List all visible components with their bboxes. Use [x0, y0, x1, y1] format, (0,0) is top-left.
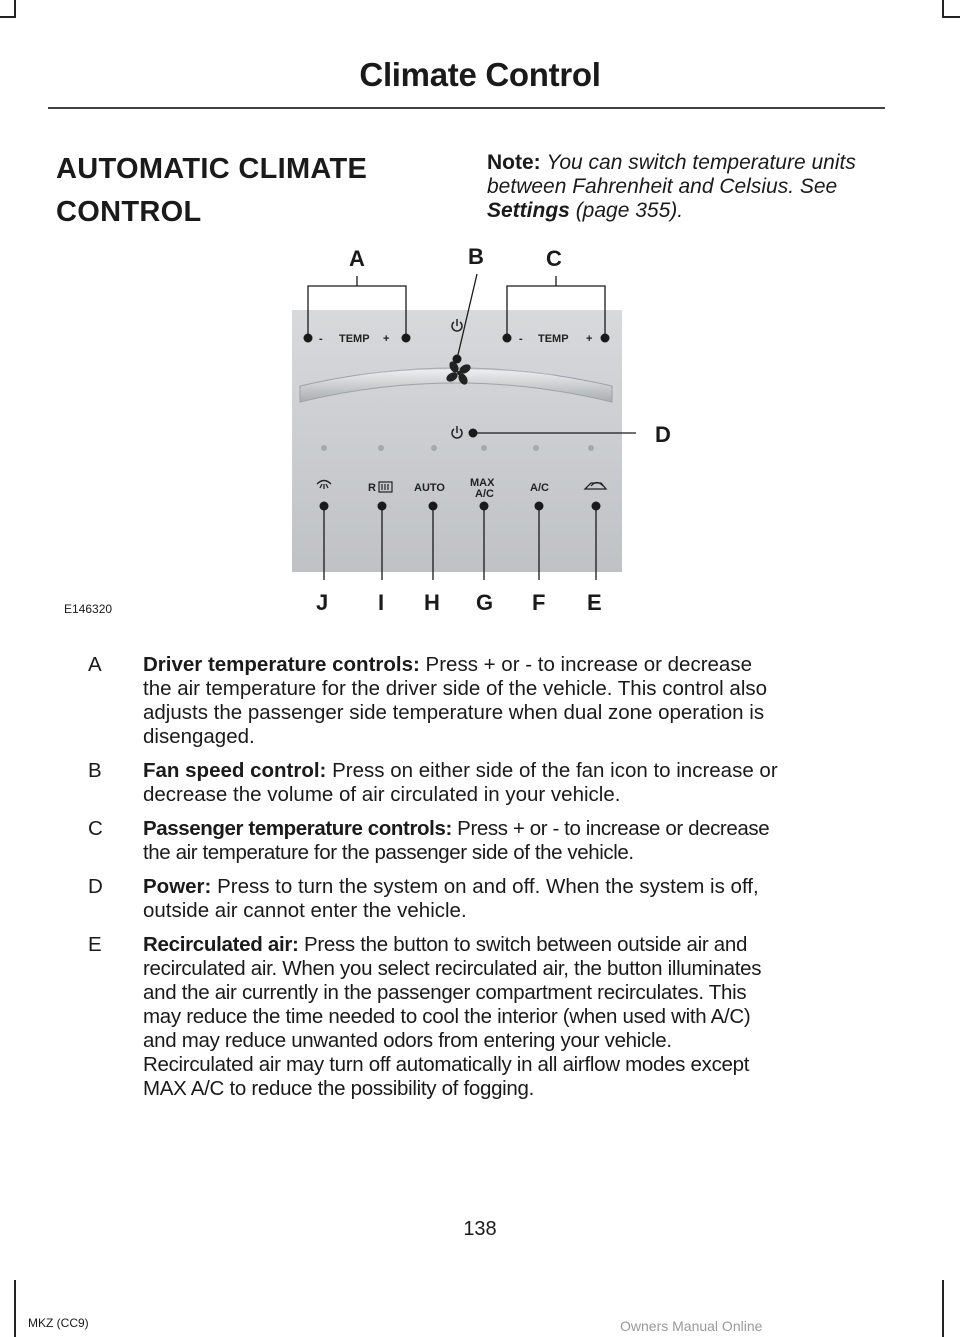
temp-right-label: TEMP — [538, 333, 569, 345]
item-text — [143, 759, 878, 807]
footer-model: MKZ (CC9) — [28, 1316, 89, 1330]
header-rule — [48, 107, 885, 109]
item-line: and the air currently in the passenger compartment recirculates. This — [143, 981, 747, 1004]
auto-button-label[interactable]: AUTO — [414, 482, 445, 494]
ac-button-label[interactable]: A/C — [530, 482, 549, 494]
callout-j: J — [316, 590, 329, 615]
max-ac-line1[interactable]: MAX — [470, 477, 495, 489]
rear-defrost-label[interactable]: R — [368, 482, 376, 494]
item-term: Driver temperature controls: — [143, 653, 420, 676]
crop-mark — [14, 1280, 16, 1337]
temp-right-plus[interactable]: + — [586, 333, 593, 345]
item-line: Press + or - to increase or decrease — [457, 817, 770, 840]
temp-left-minus[interactable]: - — [319, 333, 323, 345]
item-term: Passenger temperature controls: — [143, 817, 452, 840]
note-page-ref: (page 355). — [575, 199, 684, 222]
callout-b: B — [468, 244, 484, 269]
item-letter: D — [88, 875, 103, 898]
item-letter: B — [88, 759, 102, 782]
item-line: the air temperature for the passenger side of the vehicle. — [143, 841, 634, 864]
temp-left-label: TEMP — [339, 333, 370, 345]
item-term: Recirculated air: — [143, 933, 299, 956]
crop-mark — [0, 16, 16, 18]
item-term: Power: — [143, 875, 212, 898]
settings-link[interactable]: Settings — [487, 199, 570, 222]
figure-id: E146320 — [64, 602, 113, 616]
callout-g: G — [476, 590, 494, 615]
page-title: Climate Control — [359, 56, 601, 93]
item-line: recirculated air. When you select recirculated air, the button illuminates — [143, 957, 762, 980]
item-line: Press + or - to increase or decrease — [425, 653, 752, 676]
item-line: Press the button to switch between outside air and — [303, 933, 748, 956]
item-line: MAX A/C to reduce the possibility of fogging. — [143, 1077, 535, 1100]
watermark: Owners Manual Online — [620, 1318, 763, 1334]
item-text — [143, 933, 878, 1101]
temp-left-plus[interactable]: + — [383, 333, 390, 345]
section-heading: AUTOMATIC CLIMATE CONTROL — [56, 153, 368, 228]
item-line: disengaged. — [143, 725, 255, 748]
note-body: You can switch temperature units between Fahrenheit and Celsius. See — [487, 151, 856, 198]
callout-e: E — [587, 590, 602, 615]
item-letter: A — [88, 653, 102, 676]
callout-h: H — [424, 590, 440, 615]
callout-i: I — [378, 590, 385, 615]
item-text — [143, 653, 878, 749]
callout-c: C — [546, 246, 562, 271]
control-panel — [292, 310, 622, 572]
item-line: decrease the volume of air circulated in your vehicle. — [143, 783, 621, 806]
item-line: the air temperature for the driver side of the vehicle. This control also — [143, 677, 768, 700]
page-number: 138 — [463, 1218, 497, 1240]
crop-mark — [944, 16, 960, 18]
item-term: Fan speed control: — [143, 759, 327, 782]
crop-mark — [942, 1280, 944, 1337]
item-line: adjusts the passenger side temperature when dual zone operation is — [143, 701, 765, 724]
item-line: Recirculated air may turn off automatically in all airflow modes except — [143, 1053, 750, 1076]
note — [487, 151, 887, 223]
item-letter: C — [88, 817, 103, 840]
max-ac-line2[interactable]: A/C — [475, 488, 494, 500]
item-text — [143, 817, 878, 865]
item-text — [143, 875, 878, 923]
climate-control-figure — [56, 240, 756, 620]
item-letter: E — [88, 933, 102, 956]
callout-d: D — [655, 422, 671, 447]
item-line: and may reduce unwanted odors from entering your vehicle. — [143, 1029, 672, 1052]
callout-a: A — [349, 246, 365, 271]
temp-right-minus[interactable]: - — [519, 333, 523, 345]
item-line: Press on either side of the fan icon to increase or — [332, 759, 778, 782]
item-line: outside air cannot enter the vehicle. — [143, 899, 467, 922]
item-line: Press to turn the system on and off. When the system is off, — [217, 875, 759, 898]
item-line: may reduce the time needed to cool the interior (when used with A/C) — [143, 1005, 751, 1028]
callout-f: F — [532, 590, 546, 615]
note-label: Note: — [487, 151, 541, 174]
